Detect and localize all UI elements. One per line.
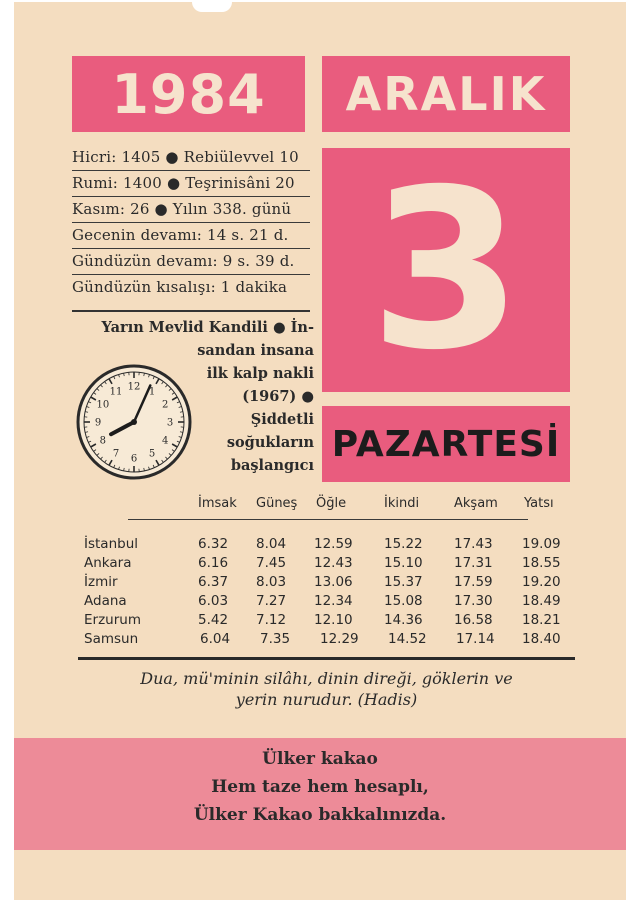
clock-numeral: 4 xyxy=(161,435,169,447)
info-divider xyxy=(72,310,310,312)
time-ogle: 12.59 xyxy=(314,536,353,552)
time-gunes: 7.12 xyxy=(256,612,287,628)
time-aksam: 17.59 xyxy=(454,574,493,590)
clock-numeral: 5 xyxy=(148,448,156,460)
time-ogle: 12.43 xyxy=(314,555,353,571)
table-row xyxy=(84,555,584,574)
prayer-times-header xyxy=(84,496,584,516)
time-imsak: 6.32 xyxy=(198,536,229,552)
ad-line-3: Ülker Kakao bakkalınızda. xyxy=(193,805,447,825)
calendar-info-list xyxy=(72,145,310,300)
clock-numeral: 8 xyxy=(99,435,107,447)
weekday-label: PAZARTESİ xyxy=(331,423,561,465)
city-name: Adana xyxy=(84,593,127,609)
year-label: 1984 xyxy=(111,62,266,126)
time-imsak: 6.37 xyxy=(198,574,229,590)
clock-numeral: 3 xyxy=(166,417,174,429)
table-row xyxy=(84,536,584,555)
year-box xyxy=(72,56,305,132)
day-box xyxy=(322,142,570,398)
time-gunes: 7.45 xyxy=(256,555,287,571)
hadis-line-1: Dua, mü'minin silâhı, dinin direği, göklerin ve xyxy=(140,669,513,688)
table-row xyxy=(84,631,584,650)
clock-numeral: 7 xyxy=(112,448,120,460)
time-ikindi: 15.08 xyxy=(384,593,423,609)
event-text: sandan insana ilk kalp nakli (1967) ● Şiddetli soğukların başlangıcı xyxy=(197,342,314,474)
clock-numeral: 6 xyxy=(130,453,138,465)
time-yatsi: 18.49 xyxy=(522,593,561,609)
time-imsak: 6.16 xyxy=(198,555,229,571)
time-gunes: 8.03 xyxy=(256,574,287,590)
clock-numeral: 9 xyxy=(94,417,102,429)
clock-numeral: 1 xyxy=(148,386,156,398)
ad-line-1: Ülker kakao xyxy=(262,749,378,769)
time-imsak: 6.03 xyxy=(198,593,229,609)
city-name: Ankara xyxy=(84,555,132,571)
advertisement-text xyxy=(14,745,626,829)
table-row xyxy=(84,612,584,631)
time-yatsi: 19.20 xyxy=(522,574,561,590)
time-gunes: 7.27 xyxy=(256,593,287,609)
header-ogle: Öğle xyxy=(316,496,347,511)
time-gunes: 8.04 xyxy=(256,536,287,552)
time-yatsi: 18.55 xyxy=(522,555,561,571)
clock-numeral: 11 xyxy=(109,386,123,398)
city-name: Erzurum xyxy=(84,612,141,628)
time-ogle: 13.06 xyxy=(314,574,353,590)
clock-numeral: 2 xyxy=(161,399,169,411)
header-imsak: İmsak xyxy=(198,496,237,511)
header-gunes: Güneş xyxy=(256,496,298,511)
city-name: İzmir xyxy=(84,574,118,590)
time-ikindi: 15.22 xyxy=(384,536,423,552)
info-night-length: Gecenin devamı: 14 s. 21 d. xyxy=(72,223,310,249)
time-aksam: 17.30 xyxy=(454,593,493,609)
prayer-times-table xyxy=(84,536,584,650)
clock-numeral: 12 xyxy=(127,381,141,393)
info-day-length: Gündüzün devamı: 9 s. 39 d. xyxy=(72,249,310,275)
table-row xyxy=(84,593,584,612)
clock-center xyxy=(131,419,137,425)
clock-numeral: 10 xyxy=(96,399,110,411)
header-yatsi: Yatsı xyxy=(524,496,554,511)
time-ikindi: 14.52 xyxy=(388,631,427,647)
hadis-divider xyxy=(78,657,575,660)
calendar-page xyxy=(14,2,626,900)
time-ikindi: 15.10 xyxy=(384,555,423,571)
event-first-line: Yarın Mevlid Kandili ● İn- xyxy=(101,319,314,336)
ad-line-2: Hem taze hem hesaplı, xyxy=(211,777,429,797)
table-row xyxy=(84,574,584,593)
time-ogle: 12.29 xyxy=(320,631,359,647)
time-ikindi: 15.37 xyxy=(384,574,423,590)
time-yatsi: 18.40 xyxy=(522,631,561,647)
info-rumi: Rumi: 1400 ● Teşrinisâni 20 xyxy=(72,171,310,197)
time-imsak: 6.04 xyxy=(200,631,231,647)
time-ogle: 12.10 xyxy=(314,612,353,628)
city-name: Samsun xyxy=(84,631,139,647)
time-ogle: 12.34 xyxy=(314,593,353,609)
torn-edge xyxy=(192,2,232,12)
hadis-quote xyxy=(78,668,575,710)
hadis-line-2: yerin nurudur. (Hadis) xyxy=(235,690,418,709)
city-name: İstanbul xyxy=(84,536,139,552)
time-aksam: 16.58 xyxy=(454,612,493,628)
month-label: ARALIK xyxy=(345,67,547,121)
time-aksam: 17.43 xyxy=(454,536,493,552)
time-yatsi: 19.09 xyxy=(522,536,561,552)
day-number: 3 xyxy=(369,142,523,398)
info-day-shortening: Gündüzün kısalışı: 1 dakika xyxy=(72,278,288,296)
clock-icon xyxy=(74,362,194,482)
time-ikindi: 14.36 xyxy=(384,612,423,628)
time-gunes: 7.35 xyxy=(260,631,291,647)
header-aksam: Akşam xyxy=(454,496,498,511)
header-ikindi: İkindi xyxy=(384,496,420,511)
time-imsak: 5.42 xyxy=(198,612,229,628)
time-yatsi: 18.21 xyxy=(522,612,561,628)
month-box xyxy=(322,56,570,132)
times-header-underline xyxy=(128,519,528,520)
time-aksam: 17.31 xyxy=(454,555,493,571)
info-kasim: Kasım: 26 ● Yılın 338. günü xyxy=(72,197,310,223)
info-hicri: Hicri: 1405 ● Rebiülevvel 10 xyxy=(72,145,310,171)
time-aksam: 17.14 xyxy=(456,631,495,647)
weekday-box xyxy=(322,406,570,482)
